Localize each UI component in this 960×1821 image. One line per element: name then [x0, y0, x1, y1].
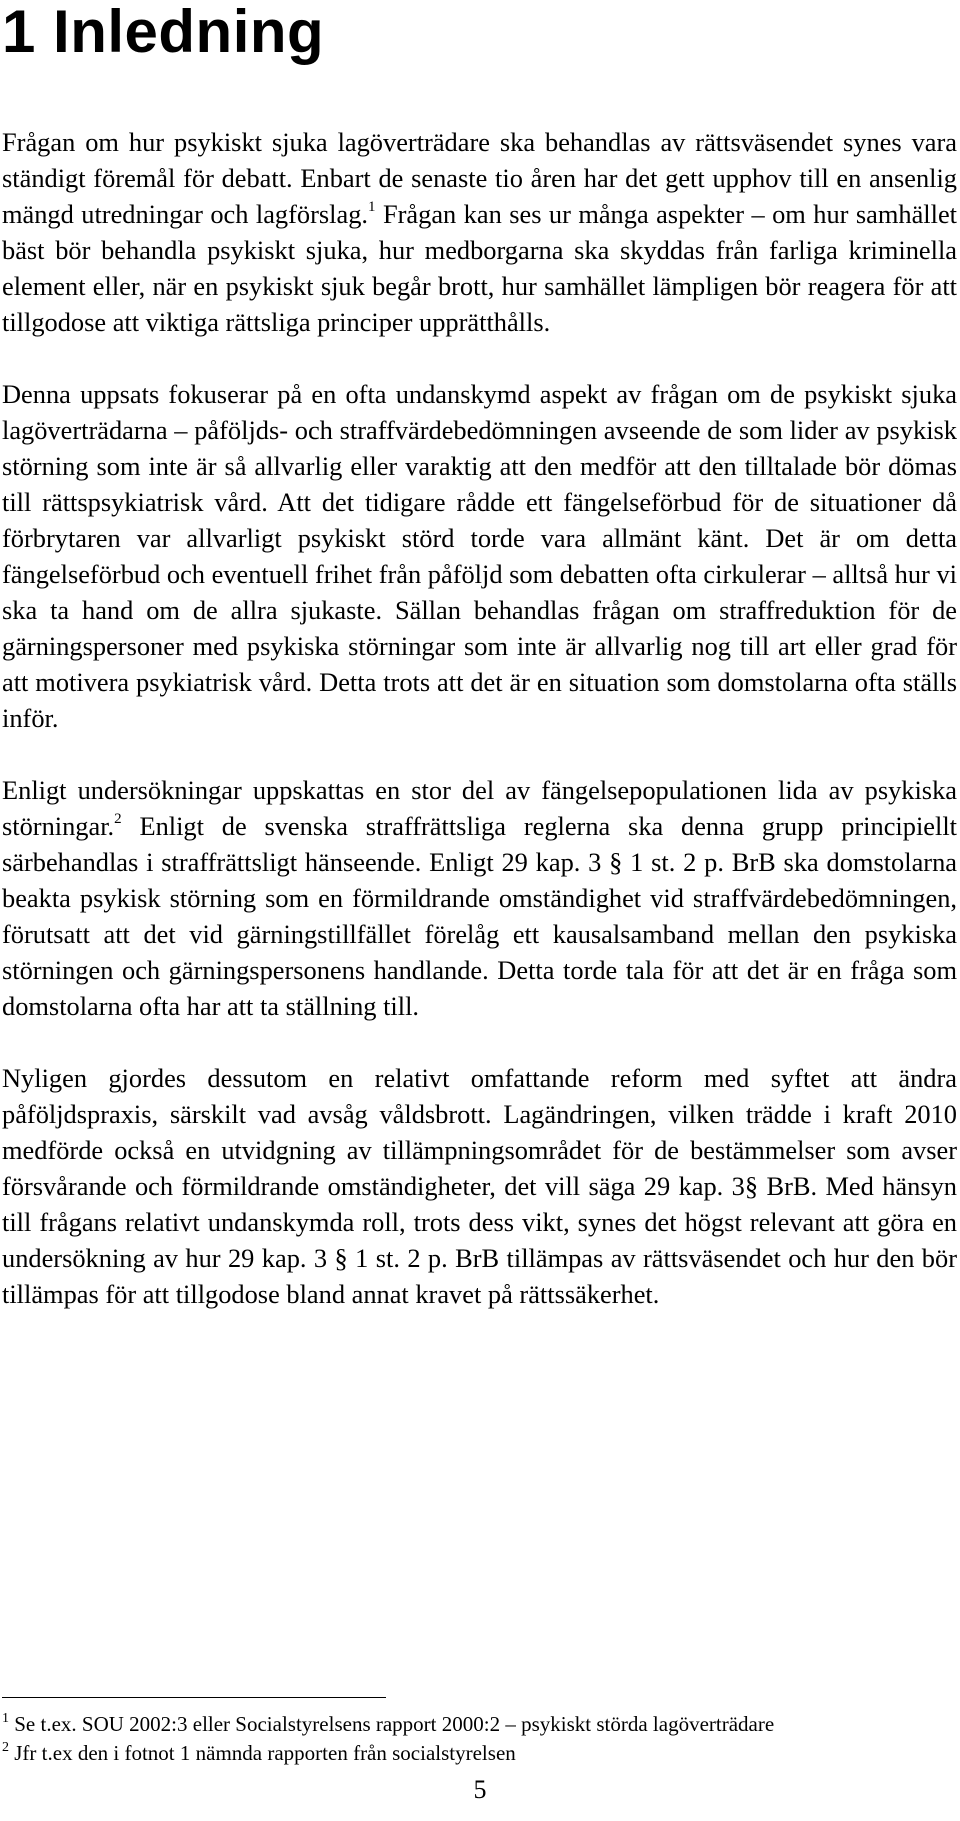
- footnote-number-1: 1: [2, 1711, 9, 1726]
- footnote-reference-2[interactable]: 2: [114, 811, 122, 827]
- chapter-heading: 1 Inledning: [2, 0, 325, 65]
- footnote-1: [2, 1710, 957, 1739]
- body-text: [2, 124, 957, 1348]
- page-number: 5: [473, 1775, 487, 1804]
- footnotes: [2, 1710, 957, 1768]
- footnote-2: [2, 1739, 957, 1768]
- paragraph-intro-part-a: Frågan om hur psykiskt sjuka lagöverträdare ska behandlas av rättsväsendet synes vara ständigt föremål för debatt. Enbart de senaste tio åren har det gett upphov till en ansenlig mängd utredningar och lagförslag.: [2, 127, 957, 229]
- footnote-text-1: Se t.ex. SOU 2002:3 eller Socialstyrelsens rapport 2000:2 – psykiskt störda lagöverträdare: [9, 1712, 775, 1736]
- paragraph-focus: Denna uppsats fokuserar på en ofta undanskymd aspekt av frågan om de psykiskt sjuka lagöverträdarna – påföljds- och straffvärdebedömningen avseende de som lider av psykisk störning som inte är så allvarlig eller varaktig att den medför att den tilltalade bör dömas till rättspsykiatrisk vård. Att det tidigare rådde ett fängelseförbud för de situationer då förbrytaren var allvarligt psykiskt störd torde vara allmänt känt. Det är om detta fängelseförbud och eventuell frihet från påföljd som debatten ofta cirkulerar – alltså hur vi ska ta hand om de allra sjukaste. Sällan behandlas frågan om straffreduktion för de gärningspersoner med psykiska störningar som inte är allvarlig nog till art eller grad för att motivera psykiatrisk vård. Detta trots att det är en situation som domstolarna ofta ställs inför.: [2, 379, 957, 733]
- footnote-reference-1[interactable]: 1: [368, 199, 376, 215]
- paragraph-intro-part-b: Frågan kan ses ur många aspekter – om hur samhället bäst bör behandla psykiskt sjuka, hur medborgarna ska skyddas från farliga kriminella element eller, när en psykiskt sjuk begår brott, hur samhället lämpligen bör reagera för att tillgodose att viktiga rättsliga principer upprätthålls.: [2, 199, 957, 337]
- paragraph-intro: [2, 124, 957, 340]
- footnote-text-2: Jfr t.ex den i fotnot 1 nämnda rapporten från socialstyrelsen: [9, 1741, 516, 1765]
- paragraph-surveys-part-b: Enligt de svenska straffrättsliga reglerna ska denna grupp principiellt särbehandlas i straffrättsligt hänseende. Enligt 29 kap. 3 § 1 st. 2 p. BrB ska domstolarna beakta psykisk störning som en förmildrande omständighet vid straffvärdebedömningen, förutsatt att det vid gärningstillfället förelåg ett kausalsamband mellan den psykiska störningen och gärningspersonens handlande. Detta torde tala för att det är en fråga som domstolarna ofta har att ta ställning till.: [2, 811, 957, 1021]
- paragraph-surveys: [2, 772, 957, 1024]
- paragraph-reform: Nyligen gjordes dessutom en relativt omfattande reform med syftet att ändra påföljdspraxis, särskilt vad avsåg våldsbrott. Lagändringen, vilken trädde i kraft 2010 medförde också en utvidgning av tillämpningsområdet för de bestämmelser som avser försvårande och förmildrande omständigheter, det vill säga 29 kap. 3§ BrB. Med hänsyn till frågans relativt undanskymda roll, trots dess vikt, synes det högst relevant att göra en undersökning av hur 29 kap. 3 § 1 st. 2 p. BrB tillämpas av rättsväsendet och hur den bör tillämpas för att tillgodose bland annat kravet på rättssäkerhet.: [2, 1063, 957, 1309]
- paragraph-surveys-part-a: Enligt undersökningar uppskattas en stor del av fängelsepopulationen lida av psykiska störningar.: [2, 775, 957, 841]
- footnote-number-2: 2: [2, 1740, 9, 1755]
- footnote-separator: [2, 1697, 386, 1698]
